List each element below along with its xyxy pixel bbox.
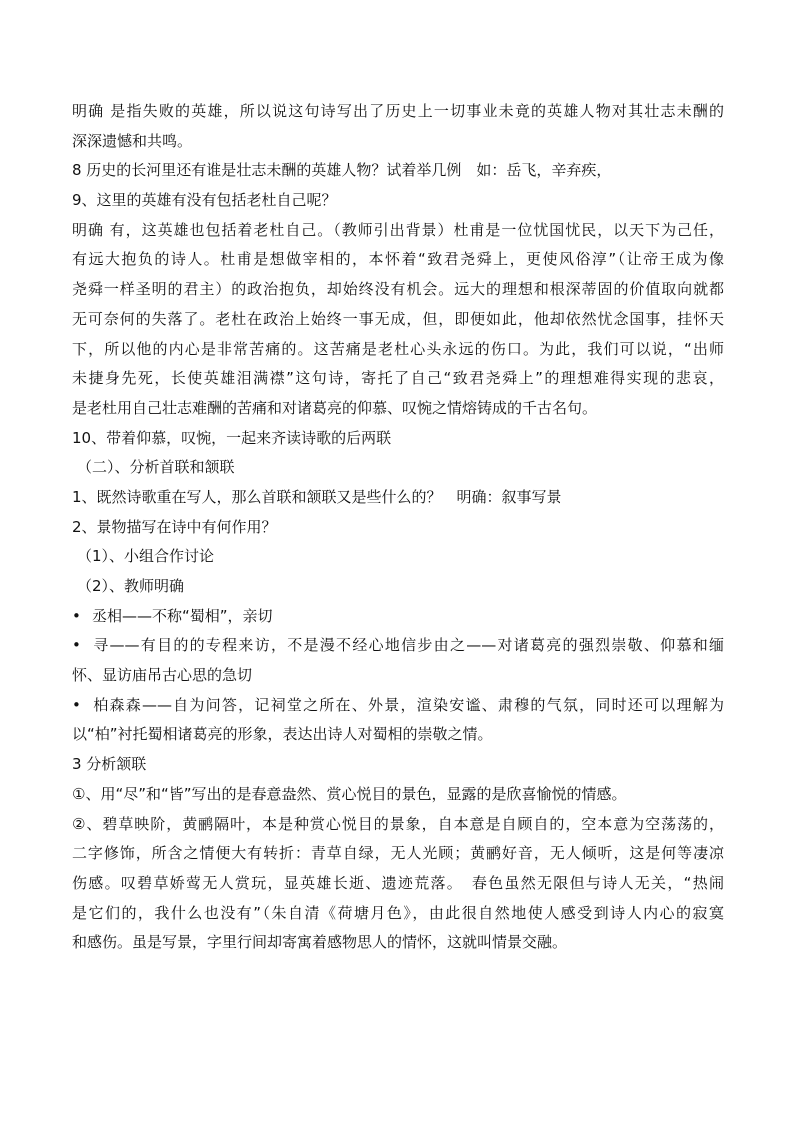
section-heading: 10、带着仰慕，叹惋，一起来齐读诗歌的后两联 — [72, 428, 392, 447]
text-line: （2）、教师明确 — [77, 577, 185, 595]
text-line: 下，所以他的内心是非常苦痛的。这苦痛是老杜心头永远的伤口。为此，我们可以说，“出师 — [72, 339, 724, 358]
bullet-icon: • — [72, 695, 81, 714]
bullet-icon: • — [72, 636, 81, 655]
text-line: 明确 是指失败的英雄，所以说这句诗写出了历史上一切事业未竟的英雄人物对其壮志未酬的 — [72, 102, 724, 120]
bullet-icon: • — [72, 606, 81, 625]
bullet-text: 丞相——不称“蜀相”，亲切 — [92, 606, 273, 625]
text-line: 1、既然诗歌重在写人，那么首联和颔联又是些什么的？ 明确：叙事写景 — [72, 487, 562, 506]
text-line: 9、这里的英雄有没有包括老杜自己呢？ — [72, 191, 337, 210]
text-line: 和感伤。虽是写景，字里行间却寄寓着感物思人的情怀，这就叫情景交融。 — [72, 933, 568, 952]
text-line: 无可奈何的失落了。老杜在政治上始终一事无成，但，即便如此，他却依然忧念国事，挂怀天 — [72, 309, 724, 328]
bullet-item — [72, 631, 724, 661]
section-heading: 3 分析颔联 — [72, 755, 147, 774]
text-line: ②、碧草映阶，黄鹂隔叶，本是种赏心悦目的景象，自本意是自顾自的，空本意为空荡荡的， — [72, 814, 724, 833]
text-line: 以“柏”衬托蜀相诸葛亮的形象，表达出诗人对蜀相的崇敬之情。 — [72, 725, 493, 744]
bullet-item — [72, 602, 724, 632]
text-line: ①、用“尽”和“皆”写出的是春意盎然、赏心悦目的景色，显露的是欣喜愉悦的情感。 — [72, 784, 627, 803]
text-line: 尧舜一样圣明的君主）的政治抱负，却始终没有机会。远大的理想和根深蒂固的价值取向就都 — [72, 280, 724, 299]
text-line: 明确 有，这英雄也包括着老杜自己。（教师引出背景）杜甫是一位忧国忧民，以天下为己任， — [72, 220, 724, 239]
text-line: 是它们的，我什么也没有”（朱自清《荷塘月色》，由此很自然地使人感受到诗人内心的寂寞 — [72, 903, 724, 922]
document-page — [72, 97, 724, 958]
bullet-item — [72, 691, 724, 721]
text-line: 8 历史的长河里还有谁是壮志未酬的英雄人物？试着举几例 如：岳飞，辛弃疾， — [72, 161, 612, 180]
text-line: 2、景物描写在诗中有何作用？ — [72, 517, 277, 536]
section-heading: （二）、分析首联和颔联 — [77, 458, 235, 477]
text-line: 二字修饰，所含之情便大有转折：青草自绿，无人光顾；黄鹂好音，无人倾听，这是何等凄凉 — [72, 844, 724, 863]
text-line: 怀、显访庙吊古心思的急切 — [72, 666, 253, 685]
text-line: （1）、小组合作讨论 — [77, 547, 215, 566]
bullet-text: 寻——有目的的专程来访，不是漫不经心地信步由之——对诸葛亮的强烈崇敬、仰慕和缅 — [92, 636, 724, 655]
bullet-text: 柏森森——自为问答，记祠堂之所在、外景，渲染安谧、肃穆的气氛，同时还可以理解为 — [92, 695, 724, 714]
text-line: 有远大抱负的诗人。杜甫是想做宰相的，本怀着“致君尧舜上，更使风俗淳”（让帝王成为像 — [72, 250, 724, 269]
text-line: 未捷身先死，长使英雄泪满襟”这句诗，寄托了自己“致君尧舜上”的理想难得实现的悲哀， — [72, 369, 724, 388]
text-line: 是老杜用自己壮志难酬的苦痛和对诸葛亮的仰慕、叹惋之情熔铸成的千古名句。 — [72, 398, 598, 417]
text-line: 伤感。叹碧草娇莺无人赏玩，显英雄长逝、遗迹荒落。 春色虽然无限但与诗人无关，“热闹 — [72, 873, 724, 892]
text-line: 深深遗憾和共鸣。 — [72, 131, 193, 150]
